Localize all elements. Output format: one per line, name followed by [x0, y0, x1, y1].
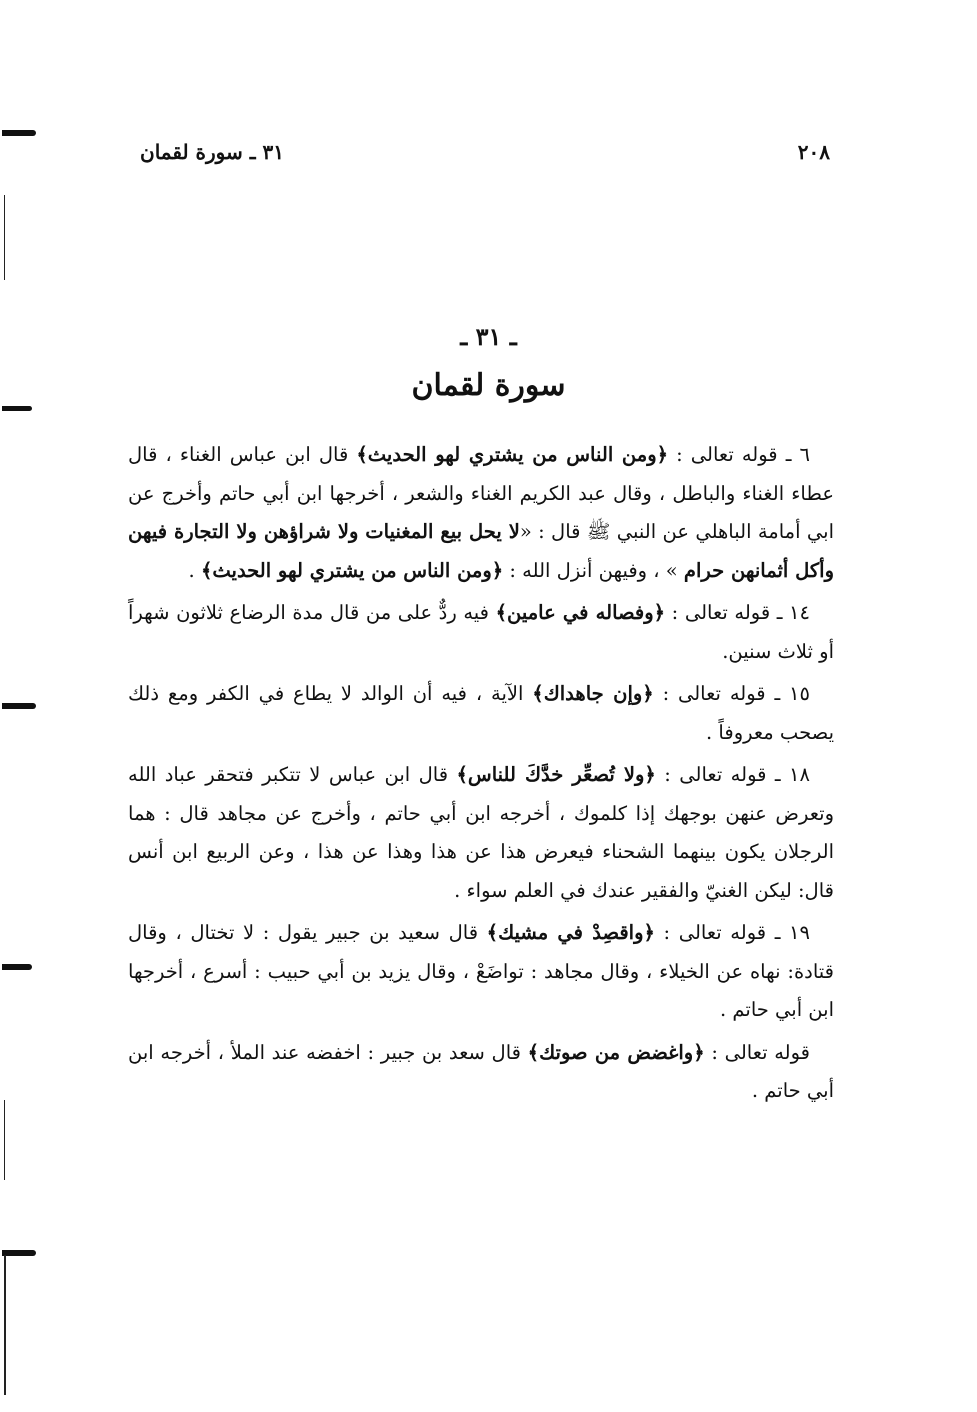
quran-quote: ﴿واغضض من صوتك﴾: [527, 1040, 705, 1064]
scan-edge-mark: [2, 703, 36, 709]
verse-lead: ١٩ ـ قوله تعالى :: [654, 921, 810, 944]
commentary-text: قال ابن عباس لا تتكبر فتحقر عباد الله وتعرض عنهن بوجهك إذا كلموك ، أخرجه ابن أبي حاتم ، وأخرج عن مجاهد قال : هما الرجلان يكون بينهما الشحناء فيعرض هذا عن هذا وهذا عن هذا ، وعن الربيع ابن أنس قال: ليكن الغنيّ والفقير عندك في العلم سواء .: [128, 763, 834, 902]
quran-quote: ﴿واقصِدْ في مشيك﴾: [486, 921, 655, 944]
body-text: [128, 436, 834, 1115]
paragraph-verse-15: [128, 675, 834, 752]
verse-lead: ١٤ ـ قوله تعالى :: [665, 601, 810, 624]
chapter-title: سورة لقمان: [411, 368, 566, 403]
scan-edge-line: [4, 1100, 5, 1180]
running-title: ٣١ ـ سورة لقمان: [140, 140, 285, 164]
page-header: [140, 140, 830, 174]
paragraph-verse-19b: [128, 1034, 834, 1111]
commentary-text: قال سعد بن جبير : اخفضه عند الملأ ، أخرجه ابن أبي حاتم .: [128, 1040, 834, 1102]
commentary-text: فيه ردٌّ على من قال مدة الرضاع ثلاثون شهراً أو ثلاث سنين.: [128, 601, 834, 663]
quran-quote: ﴿وفصاله في عامين﴾: [495, 601, 666, 624]
verse-lead: قوله تعالى :: [704, 1040, 810, 1064]
verse-lead: ١٨ ـ قوله تعالى :: [655, 763, 810, 786]
scan-edge-line: [4, 1255, 6, 1395]
paragraph-verse-14: [128, 594, 834, 671]
commentary-text: » ، وفيهن أنزل الله :: [503, 558, 684, 582]
commentary-text: .: [188, 558, 201, 582]
scan-edge-mark: [2, 1250, 36, 1256]
verse-lead: ١٥ ـ قوله تعالى :: [653, 682, 810, 705]
quran-quote: ﴿وإن جاهداك﴾: [532, 682, 654, 705]
commentary-text: الآية ، فيه أن الوالد لا يطاع في الكفر ومع ذلك يصحب معروفاً .: [128, 682, 834, 744]
page-number: ٢٠٨: [797, 140, 830, 164]
commentary-text: قال سعيد بن جبير يقول : لا تختال ، وقال قتادة: نهاه عن الخيلاء ، وقال مجاهد : تواضَعْ ، وقال يزيد بن أبي حبيب : أسرع ، أخرجها ابن أبي حاتم .: [128, 921, 834, 1021]
hadith-quote: لا يحل بيع المغنيات ولا شراؤهن ولا التجارة فيهن وأكل أثمانهن حرام: [128, 520, 834, 582]
chapter-number: ـ ٣١ ـ: [460, 322, 517, 351]
scan-edge-line: [4, 195, 5, 280]
quran-quote: ﴿ولا تُصعِّر خدَّكَ للناس﴾: [456, 763, 656, 786]
scan-edge-mark: [2, 130, 36, 136]
scan-edge-mark: [2, 406, 32, 411]
paragraph-verse-6: [128, 436, 834, 590]
scan-edge-mark: [2, 964, 32, 970]
commentary-text: قال ابن عباس الغناء ، قال عطاء الغناء والباطل ، وقال عبد الكريم الغناء والشعر ، أخرجها ابن أبي حاتم وأخرج عن ابي أمامة الباهلي عن النبي ﷺ قال : «: [128, 443, 834, 543]
paragraph-verse-18: [128, 756, 834, 910]
paragraph-verse-19: [128, 914, 834, 1030]
quran-quote: ﴿ومن الناس من يشتري لهو الحديث﴾: [200, 558, 504, 582]
verse-lead: ٦ ـ قوله تعالى :: [668, 443, 810, 466]
quran-quote: ﴿ومن الناس من يشتري لهو الحديث﴾: [356, 443, 669, 466]
